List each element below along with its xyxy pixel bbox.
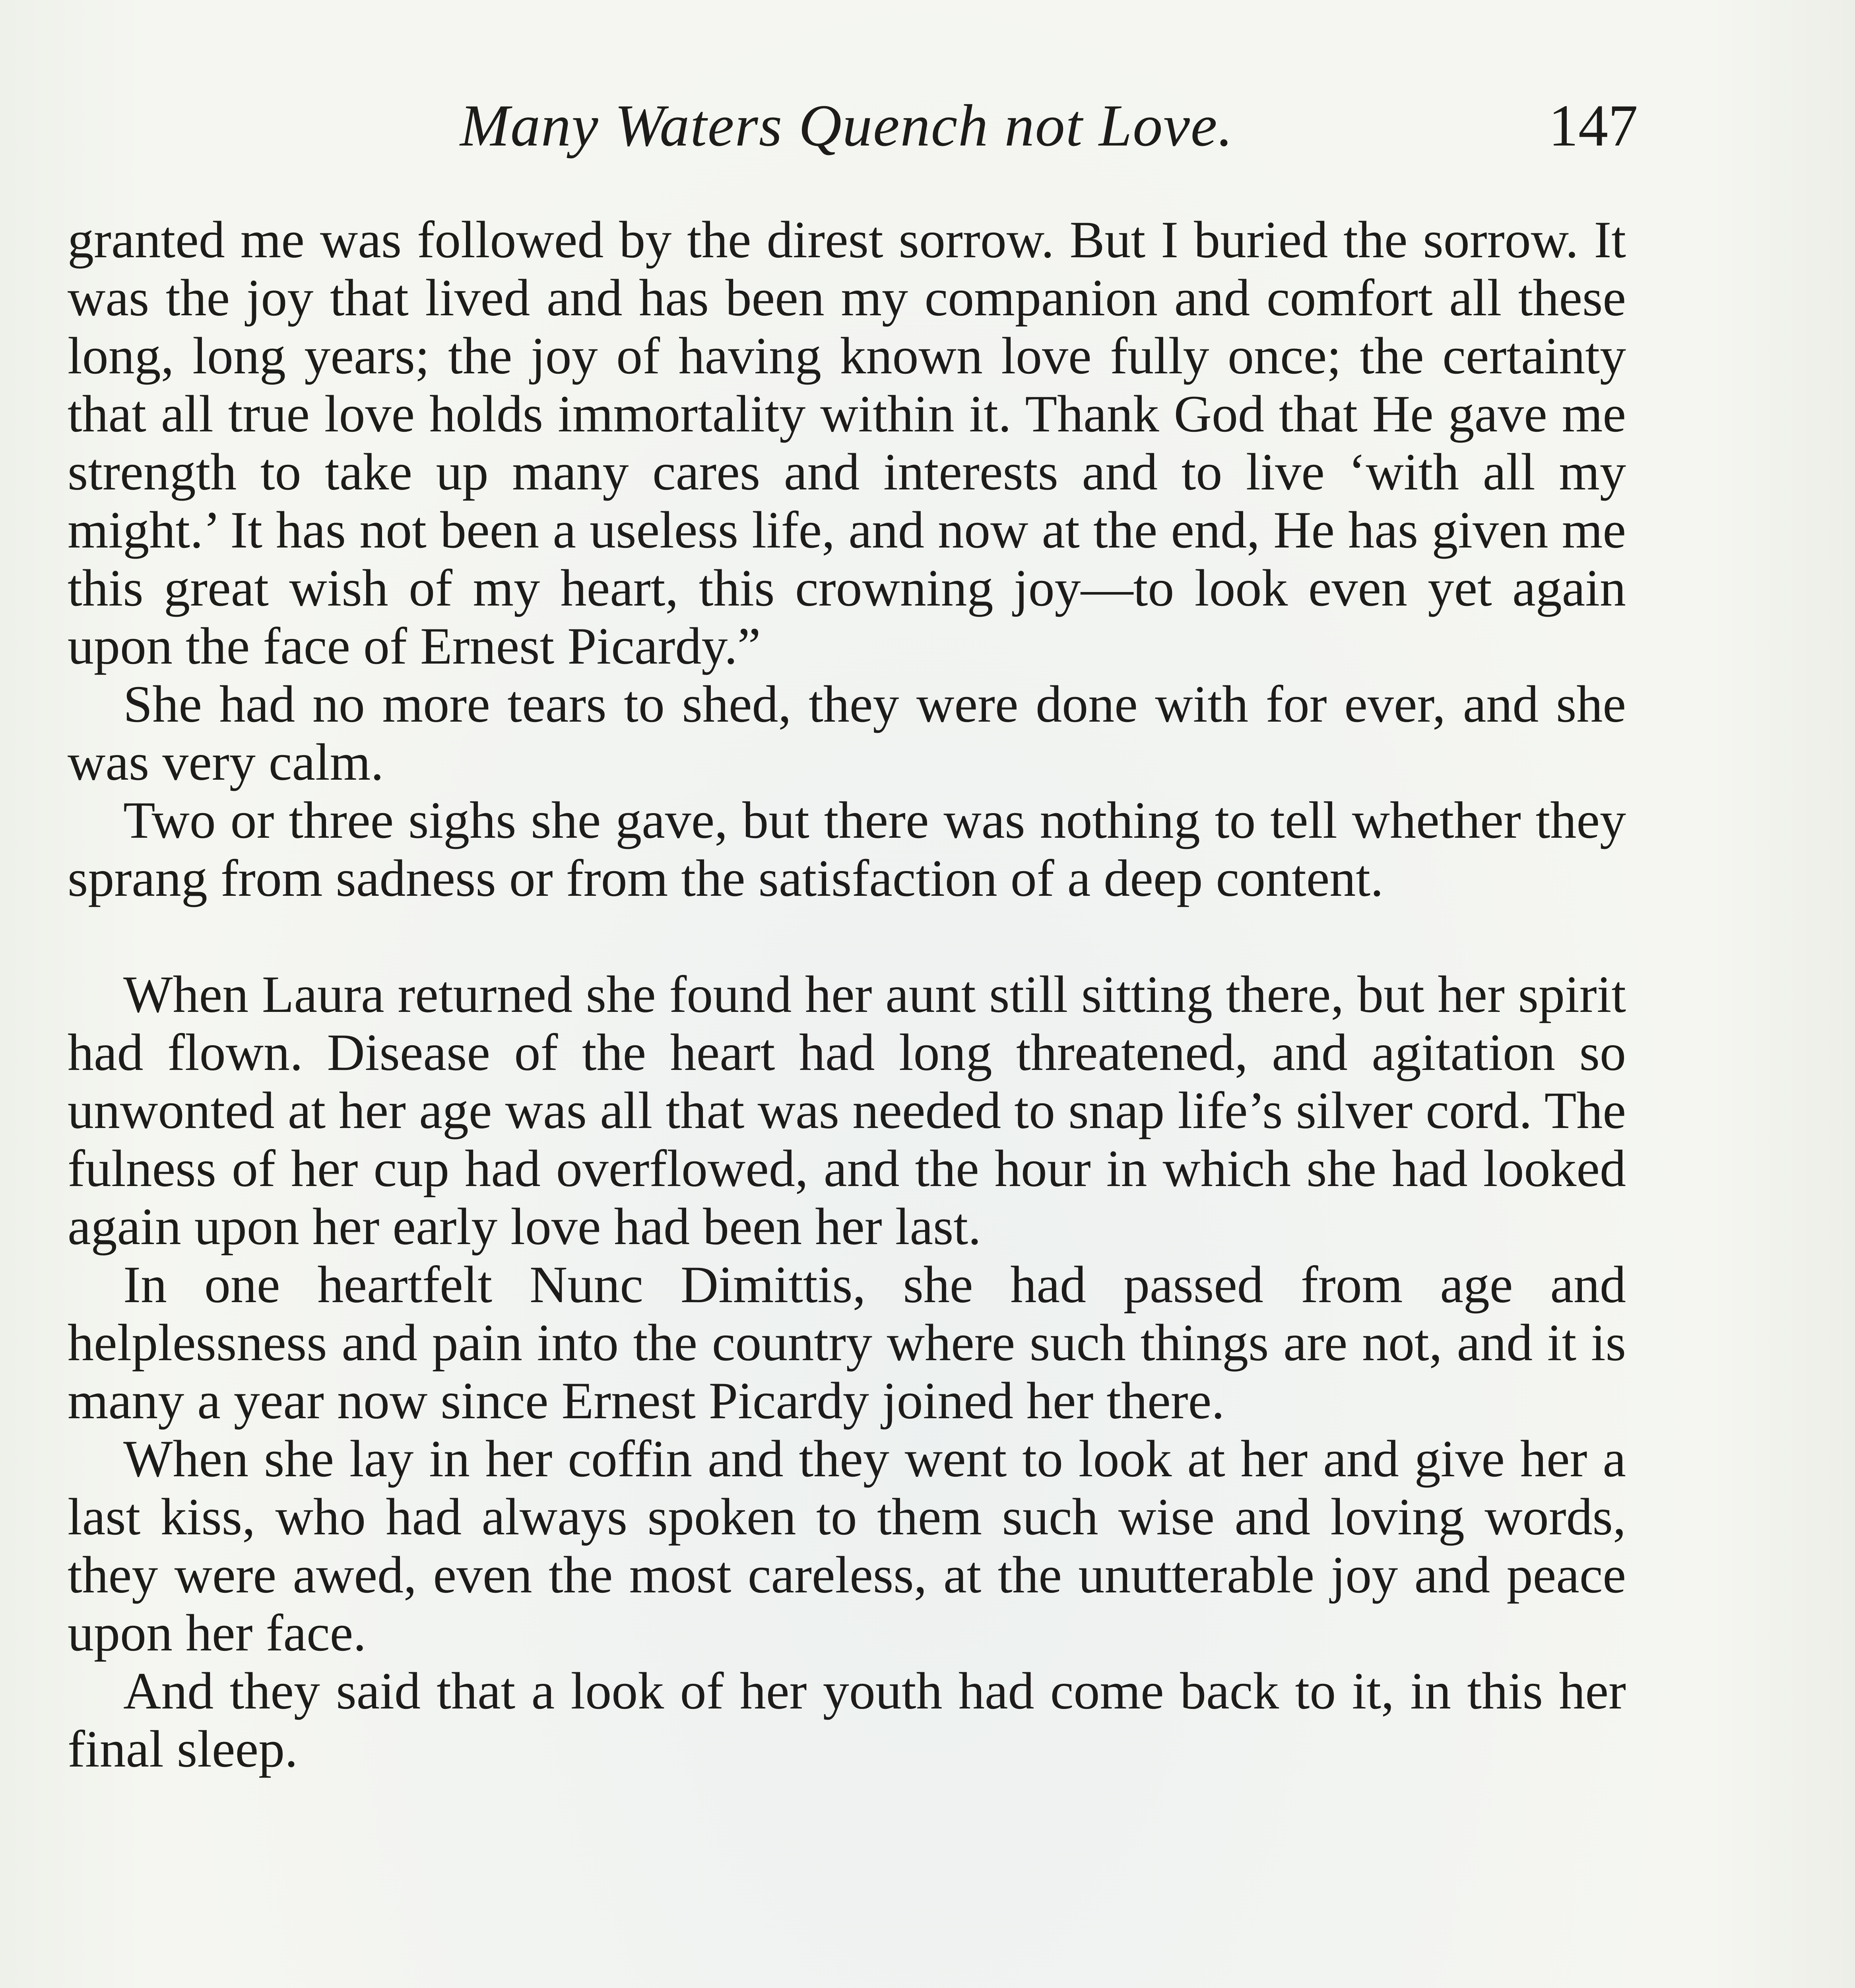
paragraph: In one heartfelt Nunc Dimittis, she had passed from age and helplessness and pain into the country where such things are not, and it is many a year now since Ernest Picardy joined her there. — [68, 1255, 1626, 1430]
body-text — [68, 211, 1626, 1778]
paragraph: Two or three sighs she gave, but there was nothing to tell whether they sprang from sadness or from the satisfaction of a deep content. — [68, 791, 1626, 907]
paragraph-continued: granted me was followed by the direst sorrow. But I buried the sorrow. It was the joy that lived and has been my companion and comfort all these long, long years; the joy of having known love fully once; the certainty that all true love holds immortality within it. Thank God that He gave me strength to take up many cares and interests and to live ‘with all my might.’ It has not been a useless life, and now at the end, He has given me this great wish of my heart, this crowning joy—to look even yet again upon the face of Ernest Picardy.” — [68, 210, 1626, 675]
paragraph: When Laura returned she found her aunt still sitting there, but her spirit had flown. Disease of the heart had long threatened, and agitation so unwonted at her age was all that was needed to snap life’s silver cord. The fulness of her cup had overflowed, and the hour in which she had looked again upon her early love had been her last. — [68, 965, 1626, 1256]
running-title: Many Waters Quench not Love. — [460, 93, 1234, 159]
page-header — [68, 91, 1638, 171]
paragraph: She had no more tears to shed, they were done with for ever, and she was very calm. — [68, 675, 1626, 791]
paragraph: And they said that a look of her youth had come back to it, in this her final sleep. — [68, 1662, 1626, 1778]
paragraph: When she lay in her coffin and they went to look at her and give her a last kiss, who had always spoken to them such wise and loving words, they were awed, even the most careless, at the unutterable joy and peace upon her face. — [68, 1429, 1626, 1662]
page-number: 147 — [1548, 93, 1638, 159]
